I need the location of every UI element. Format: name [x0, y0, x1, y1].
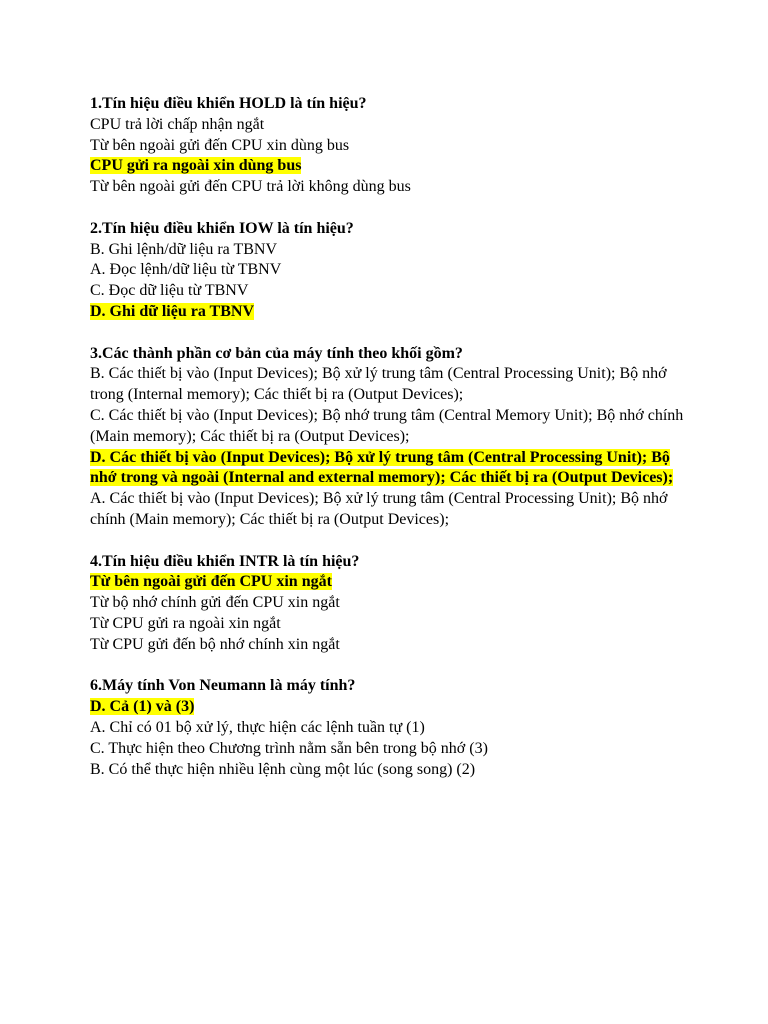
answer-option-correct	[90, 572, 690, 593]
question-title: 6.Máy tính Von Neumann là máy tính?	[90, 677, 356, 695]
highlighted-answer-text: D. Các thiết bị vào (Input Devices); Bộ xử lý trung tâm (Central Processing Unit); Bộ nhớ trong và ngoài (Internal and external memory); Các thiết bị ra (Output Devices);	[90, 448, 674, 487]
answer-option: B. Có thể thực hiện nhiều lệnh cùng một lúc (song song) (2)	[90, 760, 476, 778]
question-title: 3.Các thành phần cơ bản của máy tính theo khối gồm?	[90, 344, 463, 362]
answer-option: B. Ghi lệnh/dữ liệu ra TBNV	[90, 240, 278, 258]
question-1	[90, 94, 690, 198]
answer-option: Từ bên ngoài gửi đến CPU trả lời không dùng bus	[90, 178, 411, 196]
highlighted-answer-text: CPU gửi ra ngoài xin dùng bus	[90, 157, 302, 175]
document-page	[90, 94, 690, 801]
answer-option: Từ bên ngoài gửi đến CPU xin dùng bus	[90, 136, 350, 154]
answer-option: CPU trả lời chấp nhận ngắt	[90, 115, 265, 133]
question-4	[90, 552, 690, 656]
answer-option-correct	[90, 156, 690, 177]
answer-option: Từ CPU gửi ra ngoài xin ngắt	[90, 614, 281, 632]
answer-option: Từ bộ nhớ chính gửi đến CPU xin ngắt	[90, 594, 340, 612]
answer-option: C. Đọc dữ liệu từ TBNV	[90, 282, 249, 300]
highlighted-answer-text: Từ bên ngoài gửi đến CPU xin ngắt	[90, 573, 332, 591]
question-6	[90, 676, 690, 780]
answer-option: B. Các thiết bị vào (Input Devices); Bộ xử lý trung tâm (Central Processing Unit); Bộ nhớ trong (Internal memory); Các thiết bị ra (Output Devices);	[90, 365, 667, 404]
answer-option: C. Các thiết bị vào (Input Devices); Bộ nhớ trung tâm (Central Memory Unit); Bộ nhớ chính (Main memory); Các thiết bị ra (Output Devices);	[90, 406, 684, 445]
answer-option-correct	[90, 448, 690, 490]
highlighted-answer-text: D. Ghi dữ liệu ra TBNV	[90, 302, 254, 320]
answer-option: A. Chỉ có 01 bộ xử lý, thực hiện các lệnh tuần tự (1)	[90, 718, 425, 736]
question-3	[90, 344, 690, 531]
answer-option-correct	[90, 697, 690, 718]
question-title: 4.Tín hiệu điều khiển INTR là tín hiệu?	[90, 552, 360, 570]
answer-option: A. Đọc lệnh/dữ liệu từ TBNV	[90, 261, 282, 279]
highlighted-answer-text: D. Cả (1) và (3)	[90, 698, 195, 716]
question-2	[90, 219, 690, 323]
answer-option: A. Các thiết bị vào (Input Devices); Bộ xử lý trung tâm (Central Processing Unit); Bộ nhớ chính (Main memory); Các thiết bị ra (Output Devices);	[90, 490, 668, 528]
answer-option: C. Thực hiện theo Chương trình nằm sẵn bên trong bộ nhớ (3)	[90, 739, 488, 757]
question-title: 1.Tín hiệu điều khiển HOLD là tín hiệu?	[90, 95, 367, 112]
answer-option: Từ CPU gửi đến bộ nhớ chính xin ngắt	[90, 635, 340, 653]
answer-option-correct	[90, 302, 690, 323]
question-title: 2.Tín hiệu điều khiển IOW là tín hiệu?	[90, 219, 354, 237]
